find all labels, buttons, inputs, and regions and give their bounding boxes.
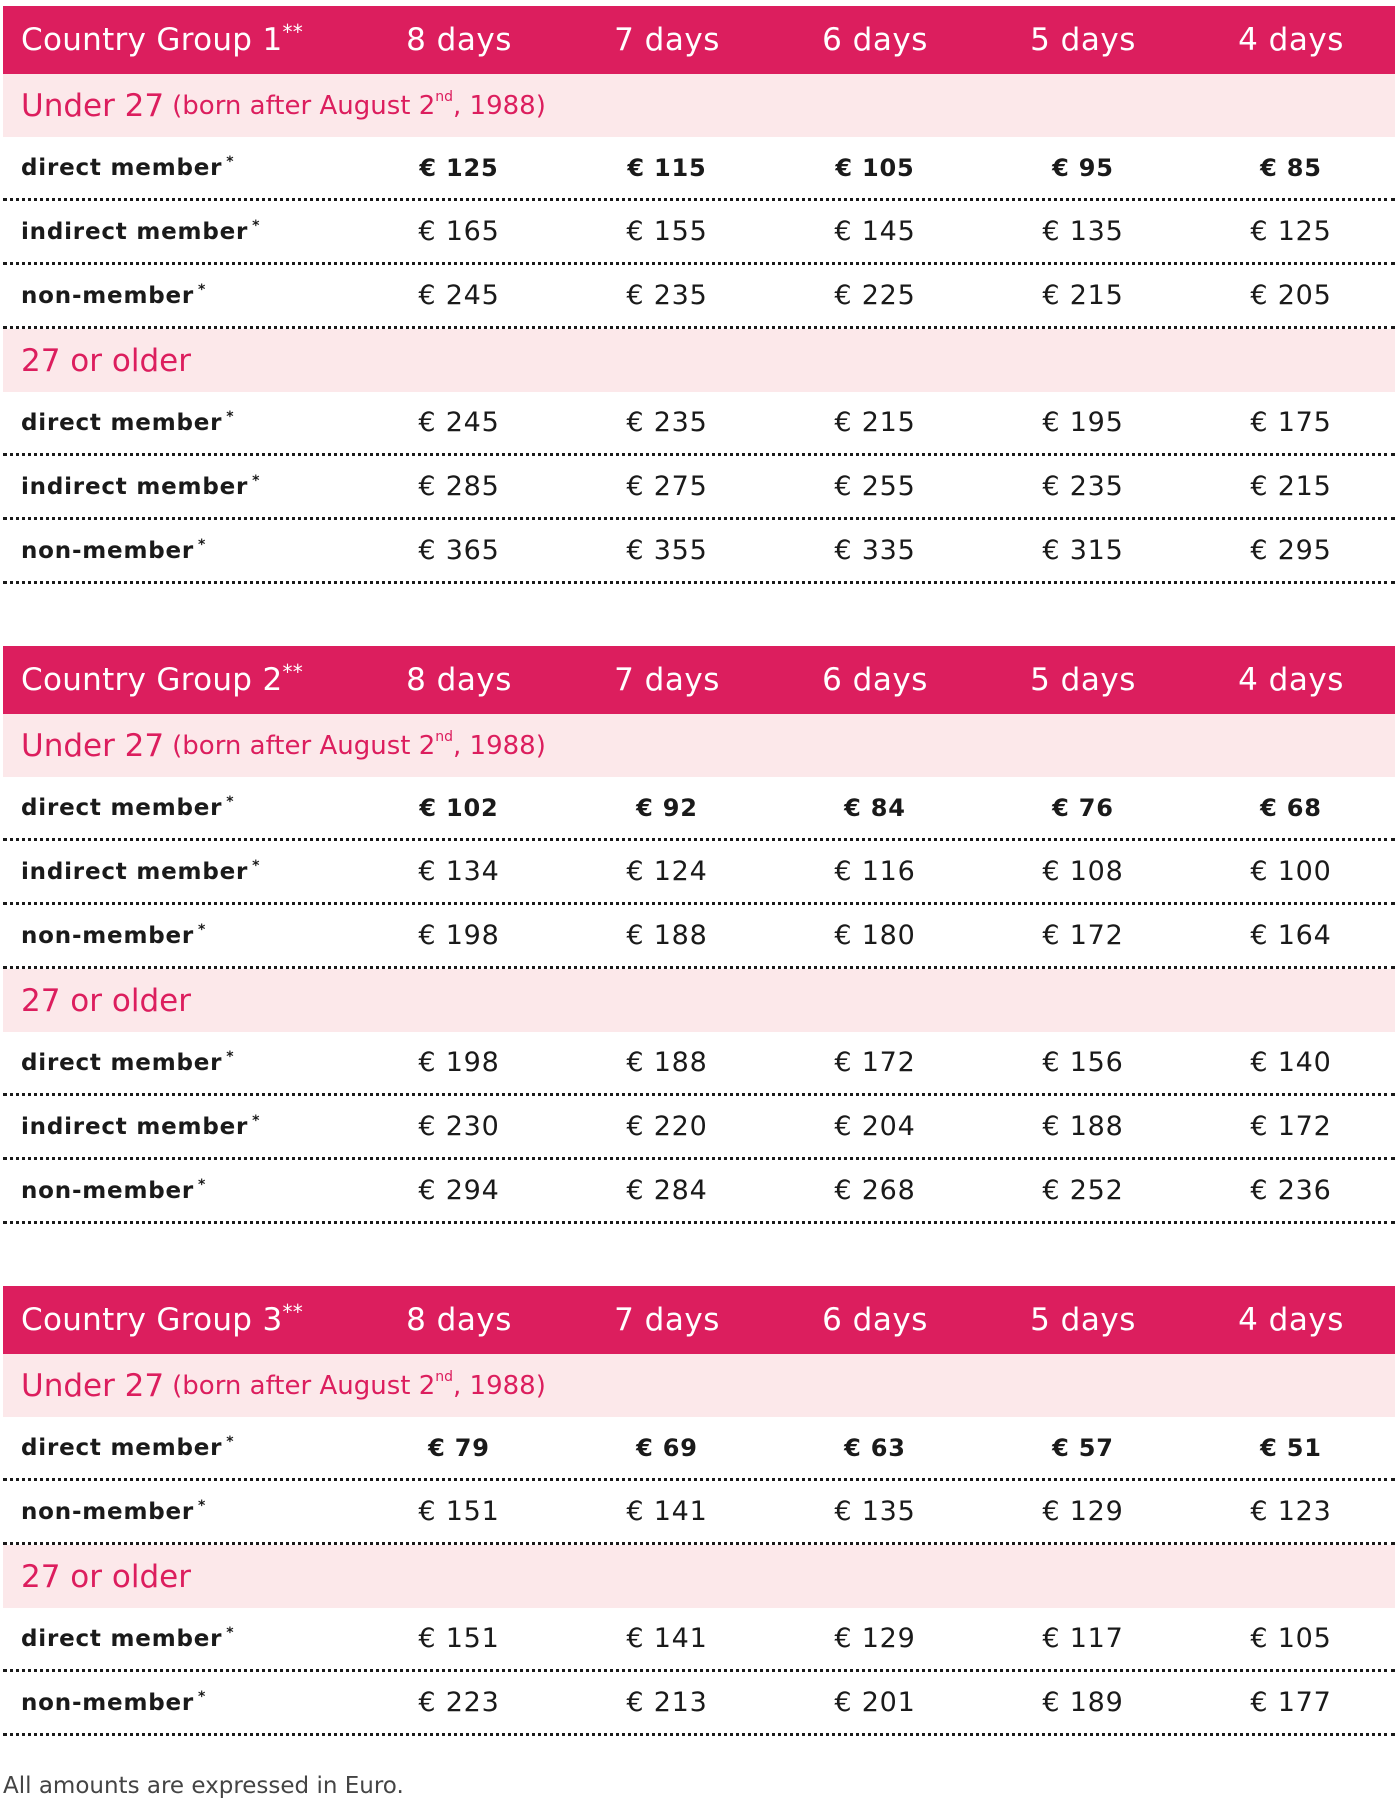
price-cell: € 85 bbox=[1260, 153, 1322, 182]
price-cell: € 117 bbox=[1042, 1623, 1124, 1654]
column-header: 5 days bbox=[1030, 1302, 1136, 1338]
price-cell: € 115 bbox=[627, 153, 707, 182]
section-27-or-older: 27 or older bbox=[3, 1545, 1395, 1608]
price-cell: € 175 bbox=[1250, 407, 1332, 438]
price-cell: € 108 bbox=[1042, 856, 1124, 887]
price-cell: € 141 bbox=[626, 1623, 708, 1654]
price-tables bbox=[3, 6, 1395, 1736]
price-cell: € 95 bbox=[1052, 153, 1114, 182]
price-cell: € 230 bbox=[418, 1111, 500, 1142]
price-cell: € 188 bbox=[1042, 1111, 1124, 1142]
row-label: direct member * bbox=[21, 1048, 235, 1076]
price-cell: € 76 bbox=[1052, 793, 1114, 822]
column-header: 4 days bbox=[1238, 662, 1344, 698]
price-cell: € 245 bbox=[418, 280, 500, 311]
price-cell: € 68 bbox=[1260, 793, 1322, 822]
price-cell: € 204 bbox=[834, 1111, 916, 1142]
column-header: 5 days bbox=[1030, 22, 1136, 58]
price-cell: € 134 bbox=[418, 856, 500, 887]
row-label: direct member * bbox=[21, 408, 235, 436]
country-group-1-table bbox=[3, 6, 1395, 584]
price-cell: € 188 bbox=[626, 920, 708, 951]
price-cell: € 225 bbox=[834, 280, 916, 311]
row-label: indirect member * bbox=[21, 217, 261, 245]
table-row bbox=[3, 137, 1395, 201]
table-row bbox=[3, 841, 1395, 905]
table-row bbox=[3, 1096, 1395, 1160]
row-label: non-member * bbox=[21, 1497, 207, 1525]
price-cell: € 124 bbox=[626, 856, 708, 887]
price-cell: € 145 bbox=[834, 216, 916, 247]
price-cell: € 135 bbox=[1042, 216, 1124, 247]
table-row bbox=[3, 520, 1395, 584]
table-row bbox=[3, 905, 1395, 969]
price-cell: € 172 bbox=[834, 1047, 916, 1078]
price-cell: € 84 bbox=[844, 793, 906, 822]
table-row bbox=[3, 456, 1395, 520]
price-cell: € 198 bbox=[418, 920, 500, 951]
column-header: 8 days bbox=[406, 22, 512, 58]
column-header: 7 days bbox=[614, 662, 720, 698]
price-cell: € 255 bbox=[834, 471, 916, 502]
price-cell: € 235 bbox=[626, 280, 708, 311]
section-27-or-older: 27 or older bbox=[3, 329, 1395, 392]
price-cell: € 215 bbox=[834, 407, 916, 438]
price-cell: € 57 bbox=[1052, 1433, 1114, 1462]
column-header: 6 days bbox=[822, 22, 928, 58]
table-row bbox=[3, 777, 1395, 841]
column-header: 8 days bbox=[406, 662, 512, 698]
column-header: 4 days bbox=[1238, 1302, 1344, 1338]
price-cell: € 294 bbox=[418, 1175, 500, 1206]
column-header: 5 days bbox=[1030, 662, 1136, 698]
table-row bbox=[3, 1481, 1395, 1545]
section-under-27: Under 27 (born after August 2nd, 1988) bbox=[3, 1354, 1395, 1417]
price-cell: € 223 bbox=[418, 1687, 500, 1718]
price-cell: € 156 bbox=[1042, 1047, 1124, 1078]
table-header bbox=[3, 1286, 1395, 1354]
price-cell: € 79 bbox=[428, 1433, 490, 1462]
price-cell: € 151 bbox=[418, 1623, 500, 1654]
footnote: All amounts are expressed in Euro. bbox=[3, 1773, 404, 1799]
table-header bbox=[3, 6, 1395, 74]
column-header: 4 days bbox=[1238, 22, 1344, 58]
row-label: direct member * bbox=[21, 1433, 235, 1461]
price-cell: € 285 bbox=[418, 471, 500, 502]
section-subtitle: (born after August 2nd, 1988) bbox=[172, 88, 546, 121]
price-cell: € 129 bbox=[1042, 1496, 1124, 1527]
price-cell: € 164 bbox=[1250, 920, 1332, 951]
row-label: non-member * bbox=[21, 921, 207, 949]
row-label: non-member * bbox=[21, 1176, 207, 1204]
price-cell: € 284 bbox=[626, 1175, 708, 1206]
price-cell: € 105 bbox=[835, 153, 915, 182]
column-header: 7 days bbox=[614, 22, 720, 58]
table-row bbox=[3, 1672, 1395, 1736]
country-group-3-table bbox=[3, 1286, 1395, 1736]
price-cell: € 140 bbox=[1250, 1047, 1332, 1078]
group-title: Country Group 1** bbox=[21, 20, 304, 58]
price-cell: € 201 bbox=[834, 1687, 916, 1718]
price-cell: € 155 bbox=[626, 216, 708, 247]
price-cell: € 195 bbox=[1042, 407, 1124, 438]
price-cell: € 165 bbox=[418, 216, 500, 247]
row-label: indirect member * bbox=[21, 857, 261, 885]
table-row bbox=[3, 201, 1395, 265]
price-cell: € 151 bbox=[418, 1496, 500, 1527]
price-cell: € 123 bbox=[1250, 1496, 1332, 1527]
price-cell: € 172 bbox=[1250, 1111, 1332, 1142]
price-cell: € 365 bbox=[418, 535, 500, 566]
price-cell: € 172 bbox=[1042, 920, 1124, 951]
price-cell: € 188 bbox=[626, 1047, 708, 1078]
price-cell: € 125 bbox=[1250, 216, 1332, 247]
price-cell: € 92 bbox=[636, 793, 698, 822]
price-cell: € 268 bbox=[834, 1175, 916, 1206]
country-group-2-table bbox=[3, 646, 1395, 1224]
price-cell: € 129 bbox=[834, 1623, 916, 1654]
row-label: direct member * bbox=[21, 793, 235, 821]
table-row bbox=[3, 265, 1395, 329]
section-subtitle: (born after August 2nd, 1988) bbox=[172, 1368, 546, 1401]
price-cell: € 125 bbox=[419, 153, 499, 182]
price-cell: € 177 bbox=[1250, 1687, 1332, 1718]
price-cell: € 252 bbox=[1042, 1175, 1124, 1206]
price-cell: € 215 bbox=[1250, 471, 1332, 502]
price-cell: € 135 bbox=[834, 1496, 916, 1527]
table-row bbox=[3, 1032, 1395, 1096]
table-row bbox=[3, 1160, 1395, 1224]
price-cell: € 100 bbox=[1250, 856, 1332, 887]
section-27-or-older: 27 or older bbox=[3, 969, 1395, 1032]
price-cell: € 69 bbox=[636, 1433, 698, 1462]
price-cell: € 295 bbox=[1250, 535, 1332, 566]
price-cell: € 189 bbox=[1042, 1687, 1124, 1718]
price-cell: € 141 bbox=[626, 1496, 708, 1527]
price-cell: € 63 bbox=[844, 1433, 906, 1462]
price-cell: € 198 bbox=[418, 1047, 500, 1078]
price-cell: € 102 bbox=[419, 793, 499, 822]
column-header: 6 days bbox=[822, 1302, 928, 1338]
price-cell: € 275 bbox=[626, 471, 708, 502]
group-title: Country Group 2** bbox=[21, 660, 304, 698]
column-header: 7 days bbox=[614, 1302, 720, 1338]
group-title: Country Group 3** bbox=[21, 1300, 304, 1338]
price-cell: € 335 bbox=[834, 535, 916, 566]
price-cell: € 51 bbox=[1260, 1433, 1322, 1462]
table-row bbox=[3, 392, 1395, 456]
row-label: indirect member * bbox=[21, 1112, 261, 1140]
price-cell: € 235 bbox=[626, 407, 708, 438]
price-cell: € 235 bbox=[1042, 471, 1124, 502]
price-cell: € 205 bbox=[1250, 280, 1332, 311]
price-cell: € 105 bbox=[1250, 1623, 1332, 1654]
table-row bbox=[3, 1417, 1395, 1481]
price-cell: € 236 bbox=[1250, 1175, 1332, 1206]
row-label: direct member * bbox=[21, 153, 235, 181]
price-cell: € 215 bbox=[1042, 280, 1124, 311]
column-header: 8 days bbox=[406, 1302, 512, 1338]
price-cell: € 220 bbox=[626, 1111, 708, 1142]
price-cell: € 355 bbox=[626, 535, 708, 566]
row-label: non-member * bbox=[21, 281, 207, 309]
section-under-27: Under 27 (born after August 2nd, 1988) bbox=[3, 714, 1395, 777]
section-subtitle: (born after August 2nd, 1988) bbox=[172, 728, 546, 761]
row-label: direct member * bbox=[21, 1624, 235, 1652]
price-cell: € 315 bbox=[1042, 535, 1124, 566]
price-cell: € 213 bbox=[626, 1687, 708, 1718]
row-label: non-member * bbox=[21, 536, 207, 564]
column-header: 6 days bbox=[822, 662, 928, 698]
price-cell: € 245 bbox=[418, 407, 500, 438]
row-label: indirect member * bbox=[21, 472, 261, 500]
price-cell: € 180 bbox=[834, 920, 916, 951]
table-header bbox=[3, 646, 1395, 714]
row-label: non-member * bbox=[21, 1688, 207, 1716]
table-row bbox=[3, 1608, 1395, 1672]
price-cell: € 116 bbox=[834, 856, 916, 887]
section-under-27: Under 27 (born after August 2nd, 1988) bbox=[3, 74, 1395, 137]
